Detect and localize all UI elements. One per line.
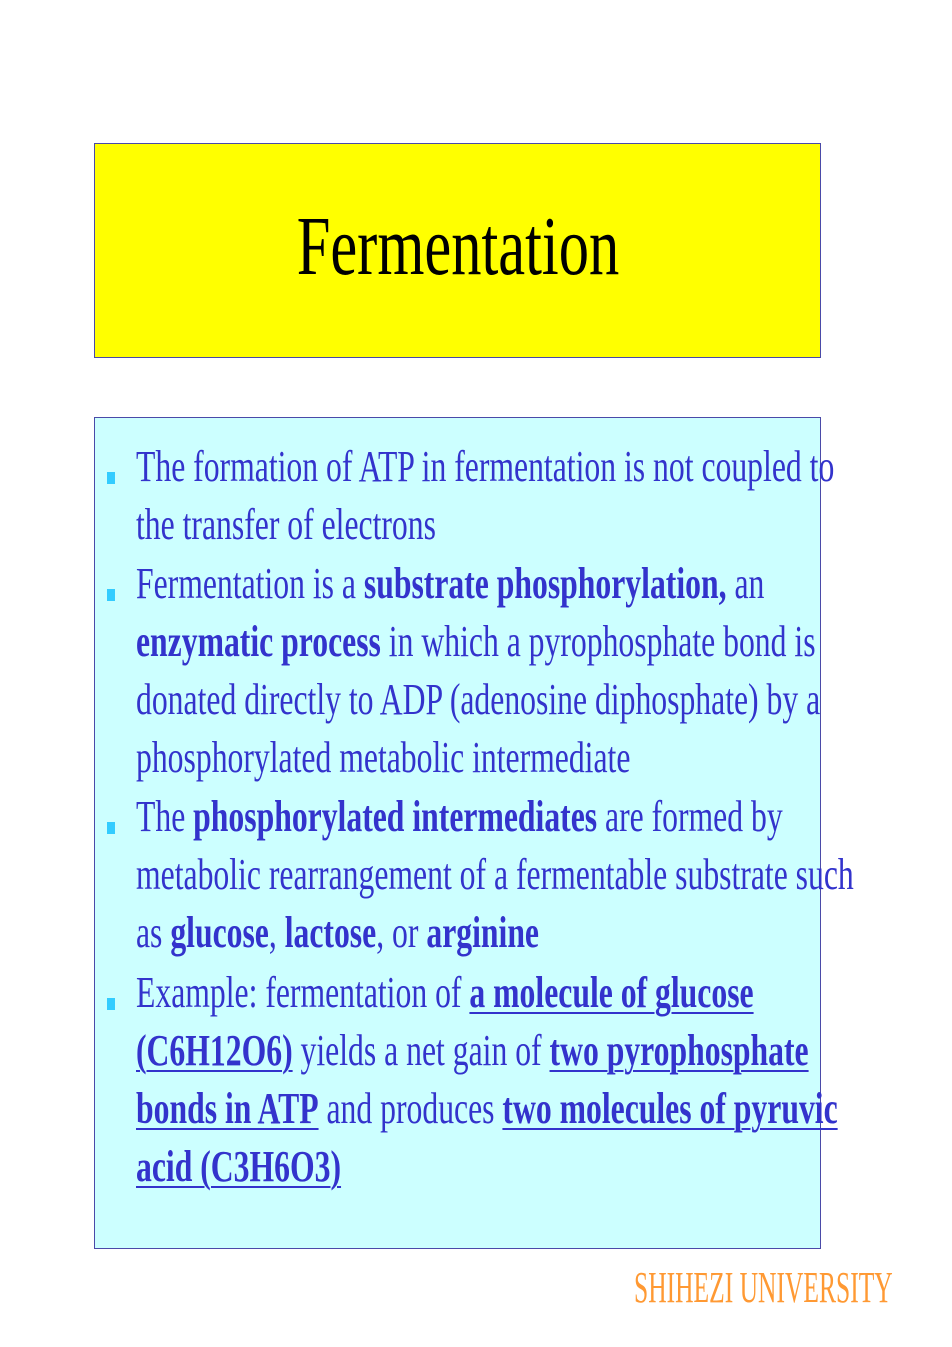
text-run: and produces [318,1084,503,1133]
text-run: metabolic rearrangement of a fermentable substrate such [136,850,854,899]
text-run: Fermentation is a [136,559,364,608]
text-run: in which a pyrophosphate bond is [380,617,816,666]
emphasis-text: substrate phosphorylation, [363,559,727,608]
text-run: as [136,908,171,957]
emphasis-text: two molecules of pyruvic [502,1084,838,1133]
text-run: The [136,792,194,841]
bullet-line [136,1080,838,1138]
text-run: The formation of ATP in fermentation is not coupled to [136,442,835,491]
footer-university: SHIHEZI UNIVERSITY [634,1263,893,1312]
emphasis-text: enzymatic process [136,617,381,666]
emphasis-text: arginine [426,908,539,957]
text-run: donated directly to ADP (adenosine diphosphate) by a [136,675,821,724]
emphasis-text: a molecule of glucose [469,968,754,1017]
text-run: , [268,908,285,957]
bullet-line [136,1138,784,1196]
bullet-line [136,729,784,787]
emphasis-text: (C6H12O6) [136,1026,293,1075]
bullet-line [136,788,784,846]
bullet-line [136,904,784,962]
text-run: phosphorylated metabolic intermediate [136,733,631,782]
slide-title: Fermentation [296,199,619,293]
emphasis-text: phosphorylated intermediates [193,792,598,841]
text-run: , or [376,908,427,957]
bullet-text [136,964,838,1196]
emphasis-text: two pyrophosphate [549,1026,809,1075]
bullet-line [136,555,784,613]
text-run: the transfer of electrons [136,500,436,549]
text-run: are formed by [597,792,783,841]
text-run: yields a net gain of [292,1026,550,1075]
title-box [94,143,821,358]
bullet-line [136,438,835,496]
bullet-square-icon [107,822,115,834]
emphasis-text: glucose [170,908,269,957]
bullet-line [136,1022,809,1080]
bullet-text [136,788,854,962]
bullet-square-icon [107,589,115,601]
bullet-line [136,613,816,671]
emphasis-text: acid (C3H6O3) [136,1142,342,1191]
emphasis-text: lactose [284,908,377,957]
text-run: an [726,559,765,608]
emphasis-text: bonds in ATP [136,1084,319,1133]
bullet-line [136,964,784,1022]
bullet-text [136,438,835,554]
bullet-line [136,496,784,554]
bullet-line [136,671,821,729]
bullet-line [136,846,854,904]
bullet-square-icon [107,472,115,484]
text-run: Example: fermentation of [136,968,470,1017]
bullet-text [136,555,821,787]
bullet-square-icon [107,998,115,1010]
content-box [94,417,854,1249]
